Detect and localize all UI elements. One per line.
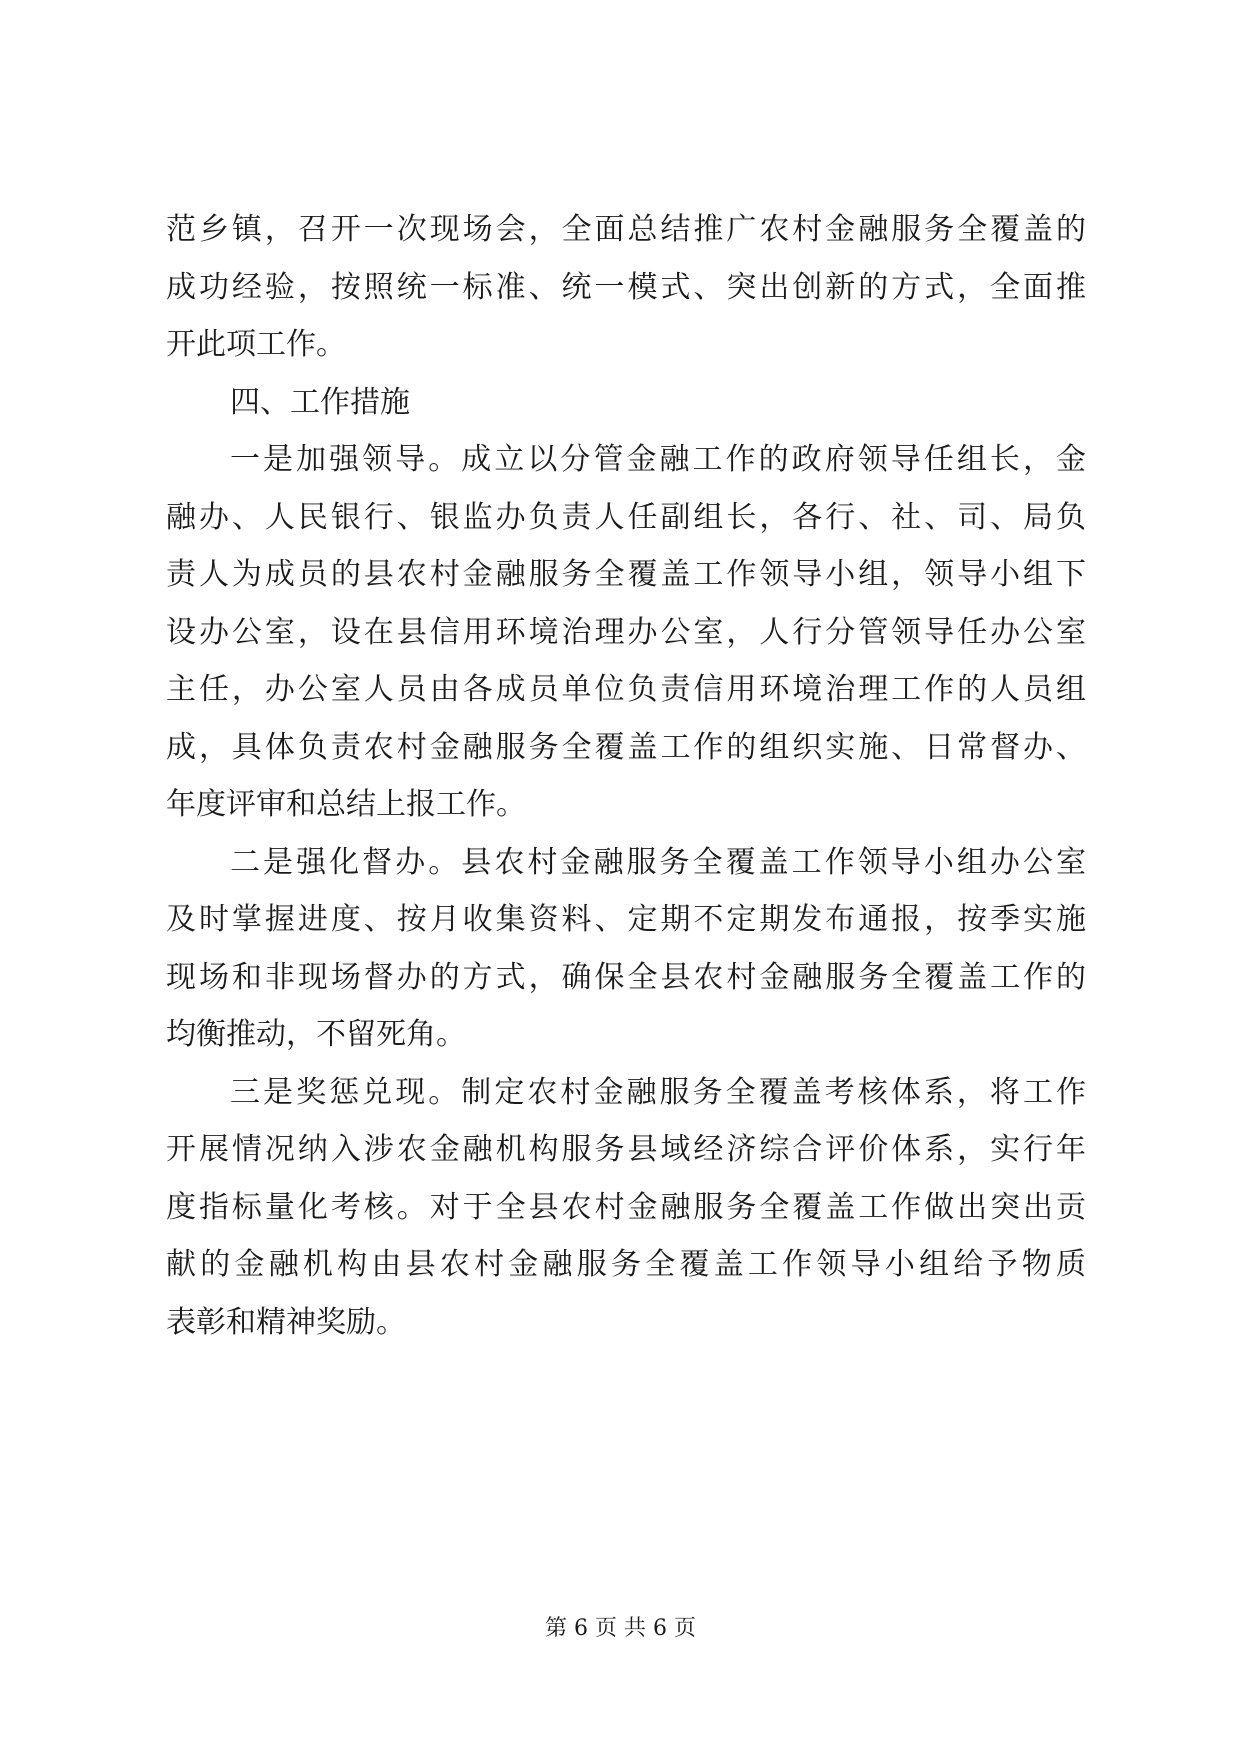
body-line: 献的金融机构由县农村金融服务全覆盖工作领导小组给予物质 [166,1247,1086,1282]
body-line: 现场和非现场督办的方式，确保全县农村金融服务全覆盖工作的 [166,960,1086,995]
body-line: 成功经验，按照统一标准、统一模式、突出创新的方式，全面推 [166,270,1086,305]
body-line: 一是加强领导。成立以分管金融工作的政府领导任组长，金 [230,442,1086,477]
section-heading: 四、工作措施 [230,385,410,420]
body-line: 年度评审和总结上报工作。 [166,787,526,822]
body-line: 设办公室，设在县信用环境治理办公室，人行分管领导任办公室 [166,615,1086,650]
page-number-footer: 第 6 页 共 6 页 [545,1616,696,1641]
body-line: 融办、人民银行、银监办负责人任副组长，各行、社、司、局负 [166,500,1086,535]
body-line: 三是奖惩兑现。制定农村金融服务全覆盖考核体系，将工作 [230,1075,1086,1110]
body-line: 二是强化督办。县农村金融服务全覆盖工作领导小组办公室 [230,845,1086,880]
body-line: 责人为成员的县农村金融服务全覆盖工作领导小组，领导小组下 [166,557,1086,592]
body-line: 主任，办公室人员由各成员单位负责信用环境治理工作的人员组 [166,672,1086,707]
body-line: 均衡推动，不留死角。 [166,1017,466,1052]
body-line: 及时掌握进度、按月收集资料、定期不定期发布通报，按季实施 [166,902,1086,937]
body-line: 成，具体负责农村金融服务全覆盖工作的组织实施、日常督办、 [166,730,1086,765]
body-line: 表彰和精神奖励。 [166,1305,406,1340]
body-line: 度指标量化考核。对于全县农村金融服务全覆盖工作做出突出贡 [166,1190,1086,1225]
body-line: 开此项工作。 [166,327,346,362]
body-line: 范乡镇，召开一次现场会，全面总结推广农村金融服务全覆盖的 [166,212,1086,247]
body-line: 开展情况纳入涉农金融机构服务县域经济综合评价体系，实行年 [166,1132,1086,1167]
